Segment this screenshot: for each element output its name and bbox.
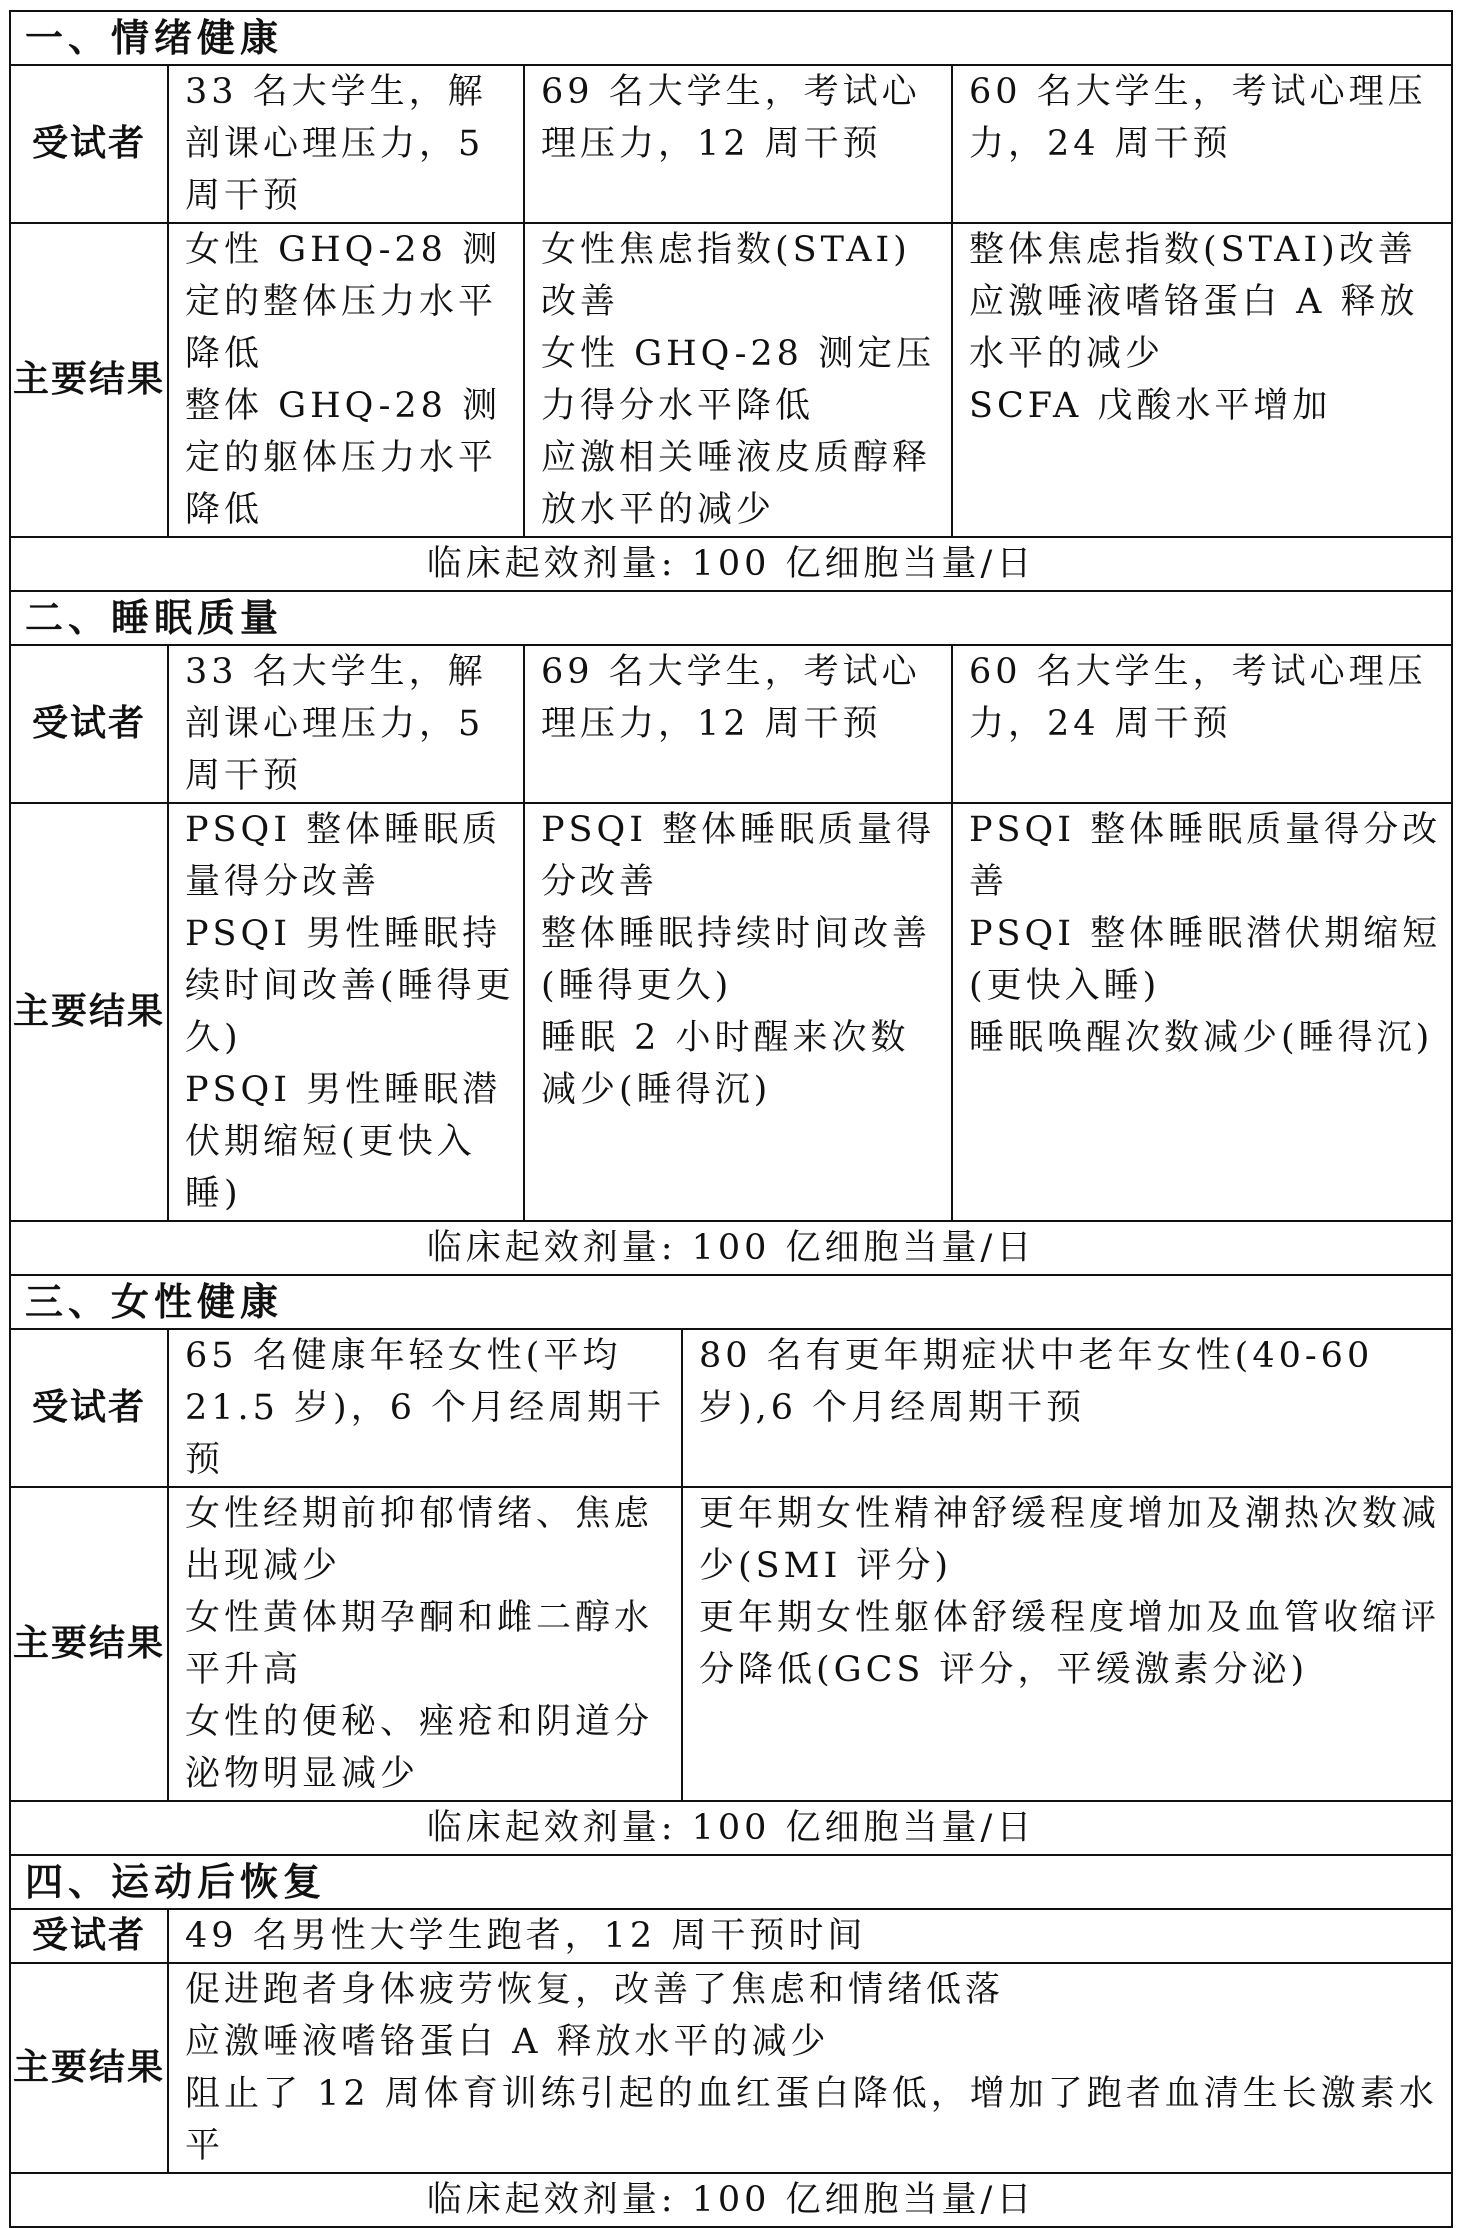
result-item: 女性 GHQ-28 测定压力得分水平降低: [541, 334, 936, 426]
subject-row: [10, 1329, 1452, 1487]
result-item: PSQI 整体睡眠潜伏期缩短(更快入睡): [969, 914, 1442, 1006]
result-item: 女性经期前抑郁情绪、焦虑出现减少: [185, 1494, 654, 1586]
clinical-dose: 临床起效剂量: 100 亿细胞当量/日: [10, 537, 1452, 591]
result-item: 睡眠唤醒次数减少(睡得沉): [969, 1018, 1434, 1058]
results-row: [10, 1487, 1452, 1801]
section-title: 二、睡眠质量: [10, 591, 1452, 645]
results-cell: [168, 1963, 1452, 2173]
subject-cell: 80 名有更年期症状中老年女性(40-60 岁),6 个月经周期干预: [682, 1329, 1452, 1487]
subject-label: 受试者: [10, 645, 168, 803]
subject-row: [10, 1909, 1452, 1963]
results-cell: [168, 223, 524, 537]
result-item: PSQI 整体睡眠质量得分改善: [541, 810, 936, 902]
dose-row: [10, 537, 1452, 591]
subject-cell: 33 名大学生，解剖课心理压力，5 周干预: [168, 65, 524, 223]
result-item: 更年期女性精神舒缓程度增加及潮热次数减少(SMI 评分): [699, 1494, 1441, 1586]
results-cell: [952, 223, 1452, 537]
result-item: 睡眠 2 小时醒来次数减少(睡得沉): [541, 1018, 910, 1110]
results-cell: [952, 803, 1452, 1221]
subject-cell: 69 名大学生，考试心理压力，12 周干预: [524, 645, 952, 803]
result-item: 应激唾液嗜铬蛋白 A 释放水平的减少: [185, 2022, 830, 2062]
result-item: 整体 GHQ-28 测定的躯体压力水平降低: [185, 386, 502, 530]
result-item: 女性 GHQ-28 测定的整体压力水平降低: [185, 230, 502, 374]
result-item: PSQI 整体睡眠质量得分改善: [185, 810, 502, 902]
result-item: 阻止了 12 周体育训练引起的血红蛋白降低，增加了跑者血清生长激素水平: [185, 2074, 1438, 2166]
results-label: 主要结果: [10, 1963, 168, 2173]
subject-cell: 49 名男性大学生跑者，12 周干预时间: [168, 1909, 1452, 1963]
dose-row: [10, 1801, 1452, 1855]
results-row: [10, 223, 1452, 537]
results-cell: [682, 1487, 1452, 1801]
results-label: 主要结果: [10, 1487, 168, 1801]
results-label: 主要结果: [10, 803, 168, 1221]
result-item: 更年期女性躯体舒缓程度增加及血管收缩评分降低(GCS 评分，平缓激素分泌): [699, 1598, 1441, 1690]
section-title: 四、运动后恢复: [10, 1855, 1452, 1909]
subject-row: [10, 645, 1452, 803]
result-item: 整体睡眠持续时间改善(睡得更久): [541, 914, 932, 1006]
result-item: PSQI 整体睡眠质量得分改善: [969, 810, 1442, 902]
results-row: [10, 1963, 1452, 2173]
result-item: 女性焦虑指数(STAI)改善: [541, 230, 911, 322]
dose-row: [10, 1221, 1452, 1275]
results-cell: [524, 803, 952, 1221]
result-item: 应激唾液嗜铬蛋白 A 释放水平的减少: [969, 282, 1419, 374]
dose-row: [10, 2173, 1452, 2227]
subject-cell: 65 名健康年轻女性(平均 21.5 岁)，6 个月经周期干预: [168, 1329, 682, 1487]
results-cell: [524, 223, 952, 537]
subject-row: [10, 65, 1452, 223]
subject-label: 受试者: [10, 1329, 168, 1487]
subject-cell: 69 名大学生，考试心理压力，12 周干预: [524, 65, 952, 223]
clinical-dose: 临床起效剂量: 100 亿细胞当量/日: [10, 2173, 1452, 2227]
subject-cell: 60 名大学生，考试心理压力，24 周干预: [952, 645, 1452, 803]
subject-label: 受试者: [10, 65, 168, 223]
results-cell: [168, 803, 524, 1221]
clinical-dose: 临床起效剂量: 100 亿细胞当量/日: [10, 1801, 1452, 1855]
subject-cell: 33 名大学生，解剖课心理压力，5 周干预: [168, 645, 524, 803]
result-item: 应激相关唾液皮质醇释放水平的减少: [541, 438, 932, 530]
result-item: 女性的便秘、痤疮和阴道分泌物明显减少: [185, 1702, 654, 1794]
subject-label: 受试者: [10, 1909, 168, 1963]
section-title: 三、女性健康: [10, 1275, 1452, 1329]
result-item: SCFA 戊酸水平增加: [969, 386, 1332, 426]
section-emotional-health-header: [10, 11, 1452, 65]
clinical-dose: 临床起效剂量: 100 亿细胞当量/日: [10, 1221, 1452, 1275]
result-item: PSQI 男性睡眠持续时间改善(睡得更久): [185, 914, 515, 1058]
results-cell: [168, 1487, 682, 1801]
section-title: 一、情绪健康: [10, 11, 1452, 65]
results-row: [10, 803, 1452, 1221]
section-exercise-recovery-header: [10, 1855, 1452, 1909]
result-item: 女性黄体期孕酮和雌二醇水平升高: [185, 1598, 654, 1690]
section-sleep-quality-header: [10, 591, 1452, 645]
result-item: 整体焦虑指数(STAI)改善: [969, 230, 1417, 270]
subject-cell: 60 名大学生，考试心理压力，24 周干预: [952, 65, 1452, 223]
study-results-table: [9, 10, 1453, 2228]
results-label: 主要结果: [10, 223, 168, 537]
result-item: PSQI 男性睡眠潜伏期缩短(更快入睡): [185, 1070, 502, 1214]
section-womens-health-header: [10, 1275, 1452, 1329]
result-item: 促进跑者身体疲劳恢复，改善了焦虑和情绪低落: [185, 1970, 1005, 2010]
